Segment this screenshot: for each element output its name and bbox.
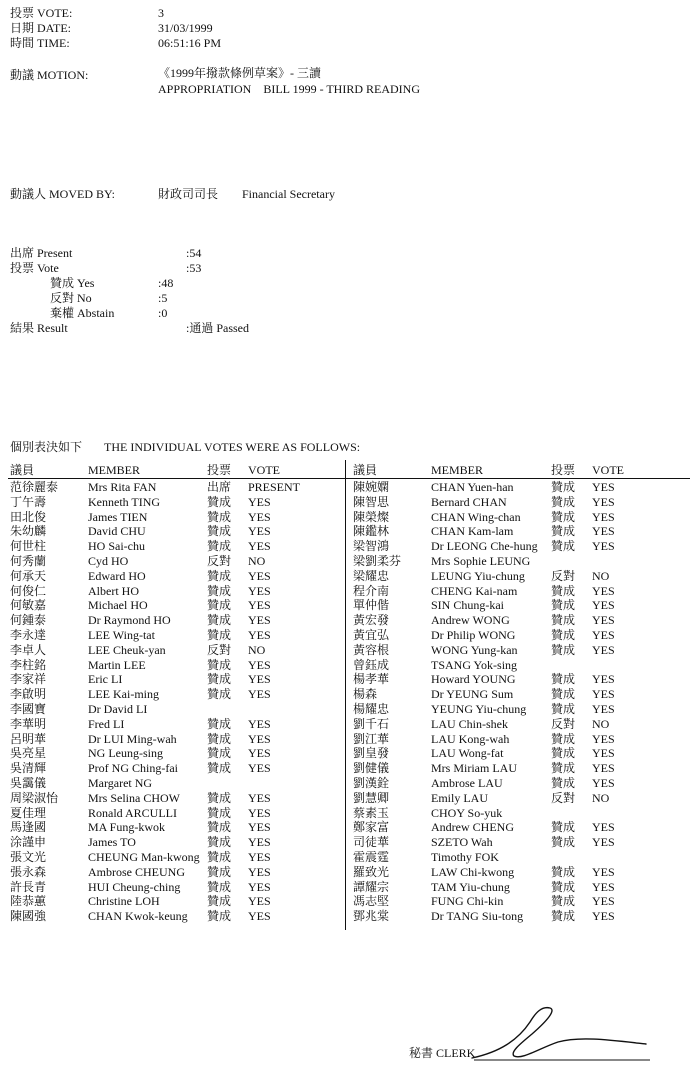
vote-zh: 贊成 (551, 524, 576, 539)
member-name-zh: 李永達 (10, 628, 47, 642)
vote-zh: 贊成 (207, 820, 232, 835)
vote-en: YES (248, 539, 271, 554)
vote-zh: 贊成 (207, 494, 232, 509)
vote-zh: 贊成 (551, 687, 576, 702)
vote-count-label: 投票 Vote (10, 261, 59, 275)
vote-en: YES (248, 820, 271, 835)
member-name-zh: 李柱銘 (10, 657, 47, 672)
member-name-en: Kenneth TING (88, 494, 161, 509)
vote-en: YES (248, 909, 271, 924)
member-name-en: CHAN Wing-chan (431, 509, 521, 524)
member-name-zh: 何承天 (10, 568, 47, 583)
member-name-zh: 梁劉柔芬 (353, 554, 402, 568)
vote-en: YES (592, 598, 615, 613)
vote-zh: 贊成 (207, 672, 232, 687)
vote-zh: 贊成 (207, 628, 232, 642)
member-name-zh: 黃宏發 (353, 613, 390, 628)
member-name-en: SZETO Wah (431, 835, 493, 850)
member-name-zh: 呂明華 (10, 731, 47, 746)
member-name-zh: 楊耀忠 (353, 702, 390, 716)
member-name-en: Dr David LI (88, 702, 148, 716)
member-name-en: Christine LOH (88, 894, 160, 909)
vote-en: YES (248, 657, 271, 672)
vote-en: YES (592, 642, 615, 657)
present-label: 出席 Present (10, 246, 73, 260)
member-name-zh: 何俊仁 (10, 583, 47, 598)
abstain-label: 棄權 Abstain (50, 306, 115, 320)
member-name-zh: 梁智鴻 (353, 539, 390, 554)
member-name-en: FUNG Chi-kin (431, 894, 504, 909)
header-vote-en-right: VOTE (592, 463, 624, 477)
time-label: 時間 TIME: (10, 36, 70, 50)
vote-zh: 贊成 (551, 879, 576, 894)
vote-zh: 贊成 (207, 879, 232, 894)
member-name-zh: 馬逢國 (10, 820, 47, 835)
clerk-signature (470, 1000, 660, 1070)
vote-en: YES (592, 702, 615, 716)
vote-zh: 反對 (551, 790, 576, 805)
member-name-en: CHEUNG Man-kwong (88, 850, 200, 864)
vote-zh: 贊成 (207, 850, 232, 864)
vote-zh: 贊成 (207, 805, 232, 820)
member-name-en: LEE Cheuk-yan (88, 642, 166, 657)
member-name-en: Fred LI (88, 716, 125, 731)
vote-en: YES (248, 494, 271, 509)
header-vote-zh-right: 投票 (551, 463, 576, 477)
member-name-en: Dr TANG Siu-tong (431, 909, 524, 924)
member-name-en: Michael HO (88, 598, 148, 613)
vote-zh: 贊成 (207, 746, 232, 761)
member-name-en: Ronald ARCULLI (88, 805, 177, 820)
vote-zh: 贊成 (207, 539, 232, 554)
member-name-en: Timothy FOK (431, 850, 499, 864)
member-name-en: LEE Kai-ming (88, 687, 159, 702)
member-name-en: Mrs Sophie LEUNG (431, 554, 531, 568)
member-name-zh: 劉漢銓 (353, 776, 390, 790)
member-name-zh: 劉健儀 (353, 761, 390, 776)
vote-zh: 贊成 (207, 731, 232, 746)
vote-zh: 贊成 (207, 864, 232, 879)
clerk-label: 秘書 CLERK (409, 1046, 476, 1060)
vote-zh: 贊成 (551, 613, 576, 628)
date-value: 31/03/1999 (158, 21, 213, 35)
member-name-en: Dr Philip WONG (431, 628, 516, 642)
member-name-zh: 涂謹申 (10, 835, 47, 850)
motion-label: 動議 MOTION: (10, 68, 89, 82)
vote-en: PRESENT (248, 480, 301, 494)
result-label: 結果 Result (10, 321, 68, 335)
no-label: 反對 No (50, 291, 92, 305)
vote-en: NO (592, 716, 610, 731)
member-name-en: Howard YOUNG (431, 672, 516, 687)
member-name-en: Bernard CHAN (431, 494, 507, 509)
vote-en: YES (592, 539, 615, 554)
vote-en: YES (592, 583, 615, 598)
member-name-en: Cyd HO (88, 554, 129, 568)
vote-en: YES (248, 879, 271, 894)
member-name-zh: 鄭家富 (353, 820, 390, 835)
vote-en: YES (592, 494, 615, 509)
member-name-zh: 霍震霆 (353, 850, 390, 864)
vote-zh: 贊成 (551, 776, 576, 790)
member-name-en: CHENG Kai-nam (431, 583, 518, 598)
member-name-en: CHAN Yuen-han (431, 480, 514, 494)
member-name-en: James TIEN (88, 509, 148, 524)
vote-zh: 反對 (551, 716, 576, 731)
vote-en: YES (592, 776, 615, 790)
vote-en: YES (592, 687, 615, 702)
member-name-zh: 陸恭蕙 (10, 894, 47, 909)
member-name-en: LEUNG Yiu-chung (431, 568, 525, 583)
vote-zh: 贊成 (551, 642, 576, 657)
vote-zh: 贊成 (551, 894, 576, 909)
vote-en: NO (592, 568, 610, 583)
vote-en: YES (248, 613, 271, 628)
member-name-en: Emily LAU (431, 790, 488, 805)
vote-en: YES (248, 598, 271, 613)
member-name-zh: 劉江華 (353, 731, 390, 746)
vote-en: YES (248, 835, 271, 850)
vote-en: YES (592, 894, 615, 909)
member-name-en: TSANG Yok-sing (431, 657, 518, 672)
member-name-zh: 劉皇發 (353, 746, 390, 761)
member-name-zh: 司徒華 (353, 835, 390, 850)
vote-zh: 贊成 (551, 761, 576, 776)
member-name-zh: 楊孝華 (353, 672, 390, 687)
header-member-en: MEMBER (88, 463, 141, 477)
member-name-zh: 李卓人 (10, 642, 47, 657)
member-name-en: WONG Yung-kan (431, 642, 518, 657)
vote-en: YES (248, 583, 271, 598)
vote-en: YES (592, 864, 615, 879)
member-name-zh: 吳清輝 (10, 761, 47, 776)
vote-zh: 贊成 (551, 820, 576, 835)
member-name-zh: 馮志堅 (353, 894, 390, 909)
motion-title-en: APPROPRIATION BILL 1999 - THIRD READING (158, 82, 421, 96)
header-vote-en: VOTE (248, 463, 280, 477)
vote-en: NO (592, 790, 610, 805)
vote-en: YES (592, 524, 615, 539)
member-name-en: Dr YEUNG Sum (431, 687, 514, 702)
member-name-en: TAM Yiu-chung (431, 879, 510, 894)
vote-zh: 贊成 (207, 657, 232, 672)
member-name-zh: 吳亮星 (10, 746, 47, 761)
member-name-zh: 陳鑑林 (353, 524, 390, 539)
vote-en: YES (248, 746, 271, 761)
header-member-zh: 議員 (10, 463, 35, 477)
header-member-zh-right: 議員 (353, 463, 378, 477)
vote-zh: 贊成 (551, 539, 576, 554)
vote-en: YES (592, 628, 615, 642)
vote-zh: 贊成 (207, 509, 232, 524)
vote-zh: 贊成 (207, 761, 232, 776)
vote-zh: 反對 (207, 554, 232, 568)
member-name-en: Eric LI (88, 672, 123, 687)
header-member-en-right: MEMBER (431, 463, 484, 477)
member-name-zh: 劉慧卿 (353, 790, 390, 805)
member-name-en: MA Fung-kwok (88, 820, 166, 835)
moved-by-label: 動議人 MOVED BY: (10, 187, 115, 201)
member-name-zh: 何鍾泰 (10, 613, 47, 628)
table-column-divider (345, 460, 346, 930)
vote-en: YES (592, 613, 615, 628)
vote-en: YES (592, 835, 615, 850)
vote-en: YES (592, 509, 615, 524)
vote-en: YES (592, 909, 615, 924)
member-name-zh: 陳國強 (10, 909, 47, 924)
member-name-zh: 許長青 (10, 879, 47, 894)
member-name-en: NG Leung-sing (88, 746, 163, 761)
vote-en: YES (248, 628, 271, 642)
vote-en: YES (248, 509, 271, 524)
member-name-zh: 丁午壽 (10, 494, 47, 509)
vote-en: YES (592, 746, 615, 761)
vote-zh: 贊成 (207, 835, 232, 850)
member-name-zh: 鄧兆棠 (353, 909, 390, 924)
member-name-en: Mrs Selina CHOW (88, 790, 180, 805)
yes-value: :48 (158, 276, 174, 290)
vote-en: YES (248, 761, 271, 776)
member-name-en: Albert HO (88, 583, 139, 598)
vote-zh: 贊成 (207, 568, 232, 583)
vote-zh: 贊成 (551, 731, 576, 746)
motion-title-zh: 《1999年撥款條例草案》- 三讀 (158, 66, 321, 80)
member-name-zh: 譚耀宗 (353, 879, 390, 894)
member-name-en: SIN Chung-kai (431, 598, 504, 613)
member-name-en: CHAN Kam-lam (431, 524, 514, 539)
member-name-en: YEUNG Yiu-chung (431, 702, 527, 716)
member-name-en: LAW Chi-kwong (431, 864, 515, 879)
vote-zh: 贊成 (551, 909, 576, 924)
member-name-en: CHAN Kwok-keung (88, 909, 188, 924)
vote-zh: 反對 (207, 642, 232, 657)
vote-en: YES (248, 731, 271, 746)
member-name-zh: 田北俊 (10, 509, 47, 524)
member-name-en: Mrs Rita FAN (88, 480, 157, 494)
member-name-zh: 李國寶 (10, 702, 47, 716)
member-name-zh: 陳榮燦 (353, 509, 390, 524)
vote-number-label: 投票 VOTE: (10, 6, 73, 20)
member-name-en: Margaret NG (88, 776, 153, 790)
table-header-rule (8, 478, 690, 479)
member-name-zh: 黃宜弘 (353, 628, 390, 642)
vote-en: NO (248, 554, 266, 568)
vote-en: YES (248, 716, 271, 731)
vote-zh: 贊成 (551, 480, 576, 494)
vote-en: YES (248, 790, 271, 805)
vote-en: YES (248, 672, 271, 687)
vote-zh: 贊成 (551, 746, 576, 761)
member-name-en: Mrs Miriam LAU (431, 761, 517, 776)
vote-zh: 贊成 (551, 494, 576, 509)
vote-en: YES (592, 761, 615, 776)
member-name-zh: 陳智思 (353, 494, 390, 509)
member-name-en: Ambrose CHEUNG (88, 864, 185, 879)
member-name-zh: 周梁淑怡 (10, 790, 59, 805)
vote-zh: 贊成 (551, 672, 576, 687)
vote-zh: 贊成 (551, 598, 576, 613)
vote-en: YES (592, 731, 615, 746)
vote-zh: 贊成 (207, 613, 232, 628)
member-name-en: Andrew WONG (431, 613, 510, 628)
member-name-en: David CHU (88, 524, 146, 539)
vote-en: YES (592, 879, 615, 894)
member-name-zh: 梁耀忠 (353, 568, 390, 583)
member-name-zh: 范徐麗泰 (10, 480, 59, 494)
vote-zh: 贊成 (551, 583, 576, 598)
vote-en: YES (248, 850, 271, 864)
vote-zh: 贊成 (551, 702, 576, 716)
vote-zh: 贊成 (207, 524, 232, 539)
vote-en: YES (248, 805, 271, 820)
result-value: :通過 Passed (186, 321, 250, 335)
member-name-zh: 劉千石 (353, 716, 390, 731)
member-name-en: HUI Cheung-ching (88, 879, 181, 894)
member-name-zh: 蔡素玉 (353, 805, 390, 820)
member-name-en: HO Sai-chu (88, 539, 145, 554)
vote-zh: 贊成 (551, 628, 576, 642)
present-value: :54 (186, 246, 202, 260)
member-name-en: LAU Kong-wah (431, 731, 510, 746)
vote-en: YES (248, 524, 271, 539)
vote-number-value: 3 (158, 6, 164, 20)
member-name-en: Ambrose LAU (431, 776, 503, 790)
member-name-zh: 李家祥 (10, 672, 47, 687)
member-name-en: LEE Wing-tat (88, 628, 155, 642)
vote-en: YES (248, 687, 271, 702)
member-name-zh: 羅致光 (353, 864, 390, 879)
member-name-en: LAU Chin-shek (431, 716, 508, 731)
vote-zh: 贊成 (207, 790, 232, 805)
vote-zh: 贊成 (207, 894, 232, 909)
vote-zh: 贊成 (207, 687, 232, 702)
member-name-zh: 陳婉嫻 (353, 480, 390, 494)
member-name-en: Dr LEONG Che-hung (431, 539, 538, 554)
member-name-en: Andrew CHENG (431, 820, 514, 835)
vote-en: YES (592, 672, 615, 687)
date-label: 日期 DATE: (10, 21, 71, 35)
member-name-en: James TO (88, 835, 136, 850)
member-name-zh: 張永森 (10, 864, 47, 879)
vote-zh: 贊成 (551, 864, 576, 879)
member-name-en: Dr LUI Ming-wah (88, 731, 177, 746)
header-vote-zh: 投票 (207, 463, 232, 477)
member-name-en: Prof NG Ching-fai (88, 761, 178, 776)
time-value: 06:51:16 PM (158, 36, 222, 50)
member-name-zh: 何秀蘭 (10, 554, 47, 568)
vote-zh: 贊成 (207, 909, 232, 924)
member-name-zh: 李啟明 (10, 687, 47, 702)
member-name-zh: 李華明 (10, 716, 47, 731)
member-name-zh: 單仲偕 (353, 598, 390, 613)
member-name-zh: 楊森 (353, 687, 378, 702)
vote-en: YES (592, 820, 615, 835)
individual-votes-heading-en: THE INDIVIDUAL VOTES WERE AS FOLLOWS: (104, 440, 361, 454)
vote-en: NO (248, 642, 266, 657)
member-name-en: CHOY So-yuk (431, 805, 503, 820)
member-name-zh: 吳靄儀 (10, 776, 47, 790)
individual-votes-heading-zh: 個別表決如下 (10, 440, 83, 454)
member-name-en: Edward HO (88, 568, 146, 583)
vote-zh: 出席 (207, 480, 232, 494)
member-name-en: LAU Wong-fat (431, 746, 504, 761)
member-name-en: Dr Raymond HO (88, 613, 171, 628)
member-name-zh: 夏佳理 (10, 805, 47, 820)
vote-count-value: :53 (186, 261, 202, 275)
vote-zh: 贊成 (207, 583, 232, 598)
moved-by-name-zh: 財政司司長 (158, 187, 219, 201)
member-name-zh: 何世柱 (10, 539, 47, 554)
vote-zh: 贊成 (551, 835, 576, 850)
vote-en: YES (248, 894, 271, 909)
vote-zh: 贊成 (207, 598, 232, 613)
moved-by-name-en: Financial Secretary (242, 187, 335, 201)
abstain-value: :0 (158, 306, 168, 320)
vote-en: YES (248, 864, 271, 879)
vote-zh: 反對 (551, 568, 576, 583)
vote-en: YES (248, 568, 271, 583)
member-name-zh: 曾鈺成 (353, 657, 390, 672)
vote-zh: 贊成 (551, 509, 576, 524)
member-name-zh: 何敏嘉 (10, 598, 47, 613)
member-name-en: Martin LEE (88, 657, 146, 672)
yes-label: 贊成 Yes (50, 276, 95, 290)
vote-en: YES (592, 480, 615, 494)
member-name-zh: 張文光 (10, 850, 47, 864)
member-name-zh: 朱幼麟 (10, 524, 47, 539)
vote-zh: 贊成 (207, 716, 232, 731)
member-name-zh: 程介南 (353, 583, 390, 598)
member-name-zh: 黃容根 (353, 642, 390, 657)
no-value: :5 (158, 291, 168, 305)
